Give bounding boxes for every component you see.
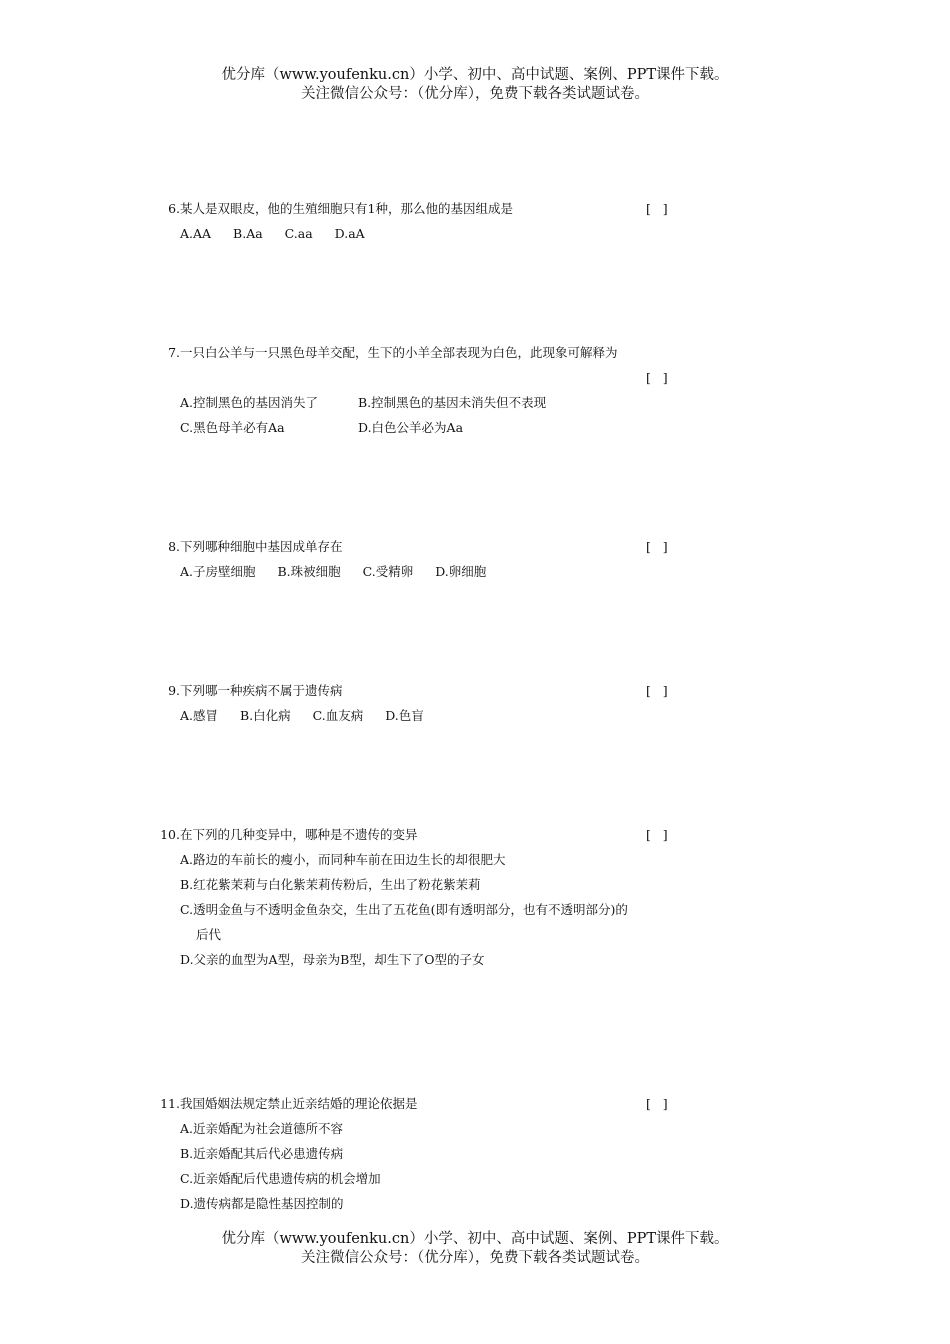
question-text: 下列哪种细胞中基因成单存在 [180, 539, 343, 554]
answer-bracket: [ ] [646, 683, 668, 698]
answer-bracket: [ ] [646, 539, 668, 554]
question-number: 10. [160, 827, 180, 842]
option-b: B.近亲婚配其后代必患遗传病 [180, 1146, 344, 1161]
option-a: A.近亲婚配为社会道德所不容 [180, 1121, 344, 1136]
question-number: 6. [168, 201, 180, 216]
answer-bracket: [ ] [646, 1096, 668, 1111]
footer-line-2: 关注微信公众号：（优分库），免费下载各类试题试卷。 [301, 1250, 649, 1266]
header-line-2: 关注微信公众号：（优分库），免费下载各类试题试卷。 [301, 86, 649, 102]
option-d: D.白色公羊必为Aa [358, 420, 464, 435]
answer-bracket: [ ] [646, 827, 668, 842]
option-c: C.血友病 [312, 708, 364, 723]
option-c: C.受精卵 [362, 564, 414, 579]
question-number: 9. [168, 683, 180, 698]
question-text: 某人是双眼皮，他的生殖细胞只有1种，那么他的基因组成是 [180, 201, 513, 216]
option-a: A.路边的车前长的瘦小，而同种车前在田边生长的却很肥大 [180, 852, 506, 867]
option-c-continuation: 后代 [196, 927, 222, 942]
option-d: D.aA [334, 226, 365, 241]
question-stem [160, 1091, 720, 1116]
option-c: C.黑色母羊必有Aa [180, 420, 285, 435]
footer-line-1: 优分库（www.youfenku.cn）小学、初中、高中试题、案例、PPT课件下载。 [221, 1231, 729, 1247]
option-d: D.遗传病都是隐性基因控制的 [180, 1196, 344, 1211]
answer-bracket: [ ] [646, 370, 668, 385]
option-d: D.父亲的血型为A型，母亲为B型，却生下了O型的子女 [180, 952, 485, 967]
option-b: B.Aa [233, 226, 263, 241]
question-10 [160, 822, 720, 972]
question-text: 我国婚姻法规定禁止近亲结婚的理论依据是 [180, 1096, 418, 1111]
question-stem [160, 196, 720, 221]
question-11 [160, 1091, 720, 1216]
question-stem [160, 678, 720, 703]
option-c: C.aa [284, 226, 313, 241]
question-number: 8. [168, 539, 180, 554]
options-row [160, 415, 720, 440]
options-row [160, 390, 720, 415]
option-b: B.珠被细胞 [277, 564, 341, 579]
question-number: 7. [168, 345, 180, 360]
question-text: 一只白公羊与一只黑色母羊交配，生下的小羊全部表现为白色，此现象可解释为 [180, 345, 618, 360]
question-7 [160, 340, 720, 440]
question-number: 11. [160, 1096, 180, 1111]
question-text: 下列哪一种疾病不属于遗传病 [180, 683, 343, 698]
question-text: 在下列的几种变异中，哪种是不遗传的变异 [180, 827, 418, 842]
question-9 [160, 678, 720, 728]
answer-bracket: [ ] [646, 201, 668, 216]
question-stem [160, 534, 720, 559]
option-a: A.子房壁细胞 [180, 564, 256, 579]
question-8 [160, 534, 720, 584]
options-row [160, 703, 720, 728]
options-row [160, 221, 720, 246]
option-a: A.感冒 [180, 708, 219, 723]
option-a: A.AA [180, 226, 212, 241]
option-c: C.近亲婚配后代患遗传病的机会增加 [180, 1171, 381, 1186]
question-stem [160, 822, 720, 847]
option-a: A.控制黑色的基因消失了 [180, 395, 319, 410]
option-d: D.色盲 [385, 708, 424, 723]
question-stem [160, 340, 720, 365]
option-b: B.红花紫茉莉与白化紫茉莉传粉后，生出了粉花紫茉莉 [180, 877, 481, 892]
option-b: B.控制黑色的基因未消失但不表现 [358, 395, 547, 410]
option-c: C.透明金鱼与不透明金鱼杂交，生出了五花鱼(即有透明部分，也有不透明部分)的 [180, 902, 628, 917]
page-header [0, 66, 950, 104]
option-d: D.卵细胞 [435, 564, 487, 579]
page-footer [0, 1230, 950, 1268]
header-line-1: 优分库（www.youfenku.cn）小学、初中、高中试题、案例、PPT课件下载。 [221, 67, 729, 83]
options-row [160, 559, 720, 584]
option-b: B.白化病 [240, 708, 291, 723]
question-6 [160, 196, 720, 246]
